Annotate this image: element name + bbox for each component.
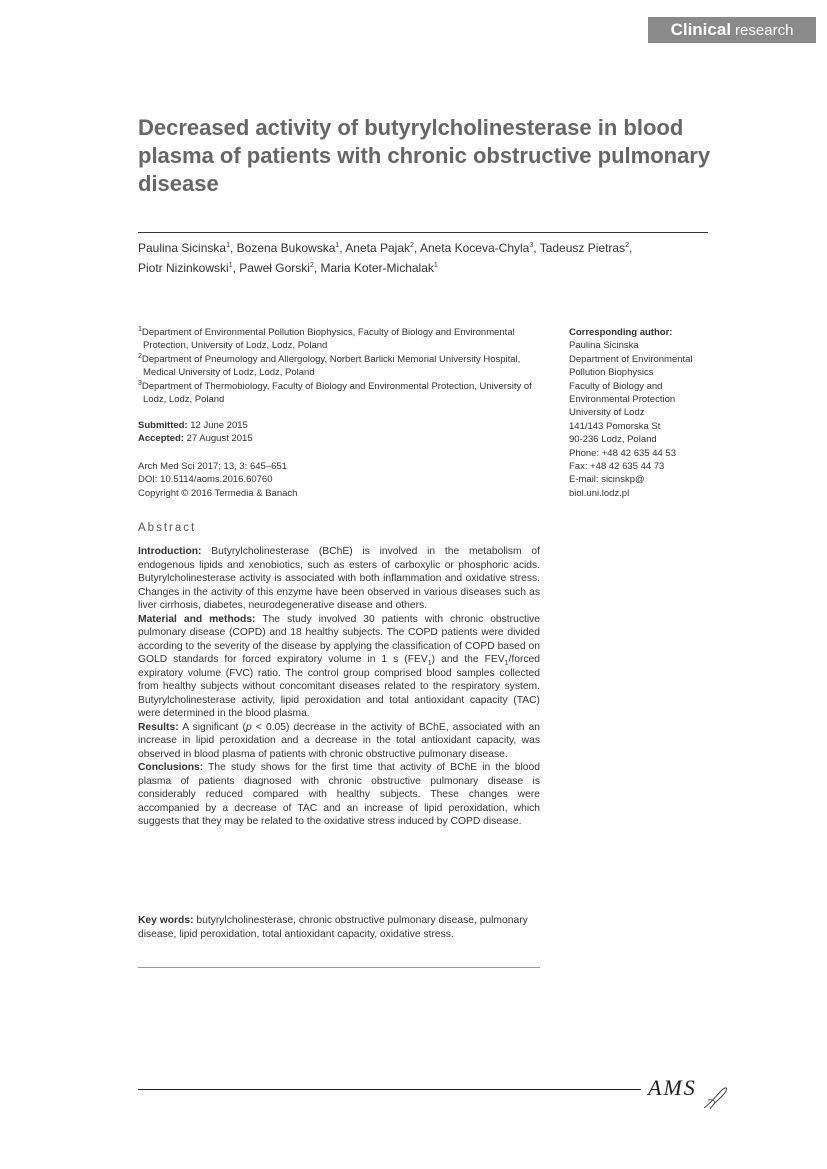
section-tab-light: research	[735, 21, 794, 39]
journal-reference: Arch Med Sci 2017; 13, 3: 645–651	[138, 461, 287, 472]
affiliation: $^3$Department of Thermobiology, Faculty of Biology and Environmental Protection, University of Lodz, Lodz, Poland	[138, 379, 532, 406]
citation-block	[138, 460, 297, 500]
author: Aneta Koceva-Chyla$^3$	[419, 241, 534, 255]
abstract-heading: Abstract	[138, 522, 197, 534]
accepted-date: 27 August 2015	[186, 433, 253, 445]
author: Tadeusz Pietras$^2$	[539, 241, 629, 255]
journal-logo: AMS	[648, 1075, 697, 1100]
section-tab-bold: Clinical	[670, 20, 732, 39]
section-tab	[648, 17, 816, 43]
author: Maria Koter-Michalak$^1$	[320, 261, 438, 275]
author: Aneta Pajak$^2$	[345, 241, 414, 255]
author-list: Paulina Sicinska$^1$, Bozena Bukowska$^1$, Aneta Pajak$^2$, Aneta Koceva-Chyla$^3$, Tadeusz Pietras$^2$, Piotr Nizinkowski$^1$, Paweł Gorski$^2$, Maria Koter-Michalak$^1$	[138, 241, 633, 275]
email-domain: biol.uni.lodz.pl	[569, 487, 630, 499]
abstract-introduction: Introduction: Butyrylcholinesterase (BChE) is involved in the metabolism of endogenous lipids and xenobiotics, such as esters of carboxylic or phosphoric acids. Butyrylcholinesterase activity is associated with both inflammation and oxidative stress. Changes in the activity of this enzyme have been observed in various diseases such as liver cirrhosis, diabetes, neurodegenerative disease and others.	[138, 546, 540, 611]
footer-rule	[138, 1089, 641, 1090]
affiliations	[138, 326, 538, 406]
submission-dates: Submitted: 12 June 2015 Accepted: 27 August 2015	[138, 420, 253, 445]
doi: DOI: 10.5114/aoms.2016.60760	[138, 474, 273, 486]
article-title: Decreased activity of butyrylcholinesterase in blood plasma of patients with chronic obstructive pulmonary disease	[138, 115, 711, 196]
abstract-methods: Material and methods: The study involved 30 patients with chronic obstructive pulmonary disease (COPD) and 18 healthy subjects. The COPD patients were divided according to the severity of the disease by applying the classification of COPD based on GOLD standards for forced expiratory volume in 1 s $(FEV_1)$ and the $FEV_1$/forced expiratory volume (FVC) ratio. The control group comprised blood samples collected from healthy subjects without concomitant diseases related to the respiratory system. Butyrylcholinesterase activity, lipid peroxidation and total antioxidant capacity (TAC) were determined in the blood plasma.	[138, 613, 541, 719]
keywords: Key words: butyrylcholinesterase, chronic obstructive pulmonary disease, pulmonary disease, lipid peroxidation, total antioxidant capacity, oxidative stress.	[138, 915, 528, 940]
abstract-results: Results: A significant (p < 0.05) decrease in the activity of BChE, associated with an increase in lipid peroxidation and a decrease in the total antioxidant capacity, was observed in blood plasma of patients with chronic obstructive pulmonary disease.	[138, 721, 540, 760]
author: Paulina Sicinska$^1$	[138, 241, 230, 255]
author: Piotr Nizinkowski$^1$	[138, 261, 233, 275]
keywords-divider	[138, 967, 540, 968]
logo-flourish-icon	[702, 1082, 730, 1112]
submitted-date: 12 June 2015	[190, 420, 248, 431]
corresponding-author: Corresponding author: Paulina Sicinska Department of Environmental Pollution Biophysics Faculty of Biology and Environmental Protection University of Lodz 141/143 Pomorska St 90-236 Lodz, Poland Phone: +48 42 635 44 53 Fax: +48 42 635 44 73 E-mail: sicinskp@ biol.uni.lodz.pl	[569, 326, 729, 500]
title-divider	[138, 232, 708, 233]
email: E-mail: sicinskp@	[569, 474, 645, 486]
abstract-conclusions: Conclusions: The study shows for the first time that activity of BChE in the blood plasma of patients diagnosed with chronic obstructive pulmonary disease is considerably reduced compared with healthy subjects. These changes were accompanied by a decrease of TAC and an increase of lipid peroxidation, which suggests that they may be related to the oxidative stress induced by COPD disease.	[138, 762, 540, 827]
corresponding-heading: Corresponding author:	[569, 327, 673, 338]
author: Bozena Bukowska$^1$	[236, 241, 340, 255]
abstract-body	[138, 545, 540, 829]
affiliation: $^1$Department of Environmental Pollution Biophysics, Faculty of Biology and Environmental Protection, University of Lodz, Lodz, Poland	[138, 325, 515, 352]
copyright: Copyright © 2016 Termedia & Banach	[138, 487, 298, 499]
affiliation: $^2$Department of Pneumology and Allergology, Norbert Barlicki Memorial University Hospital, Medical University of Lodz, Lodz, Poland	[138, 352, 521, 379]
author: Paweł Gorski$^2$	[239, 261, 314, 275]
